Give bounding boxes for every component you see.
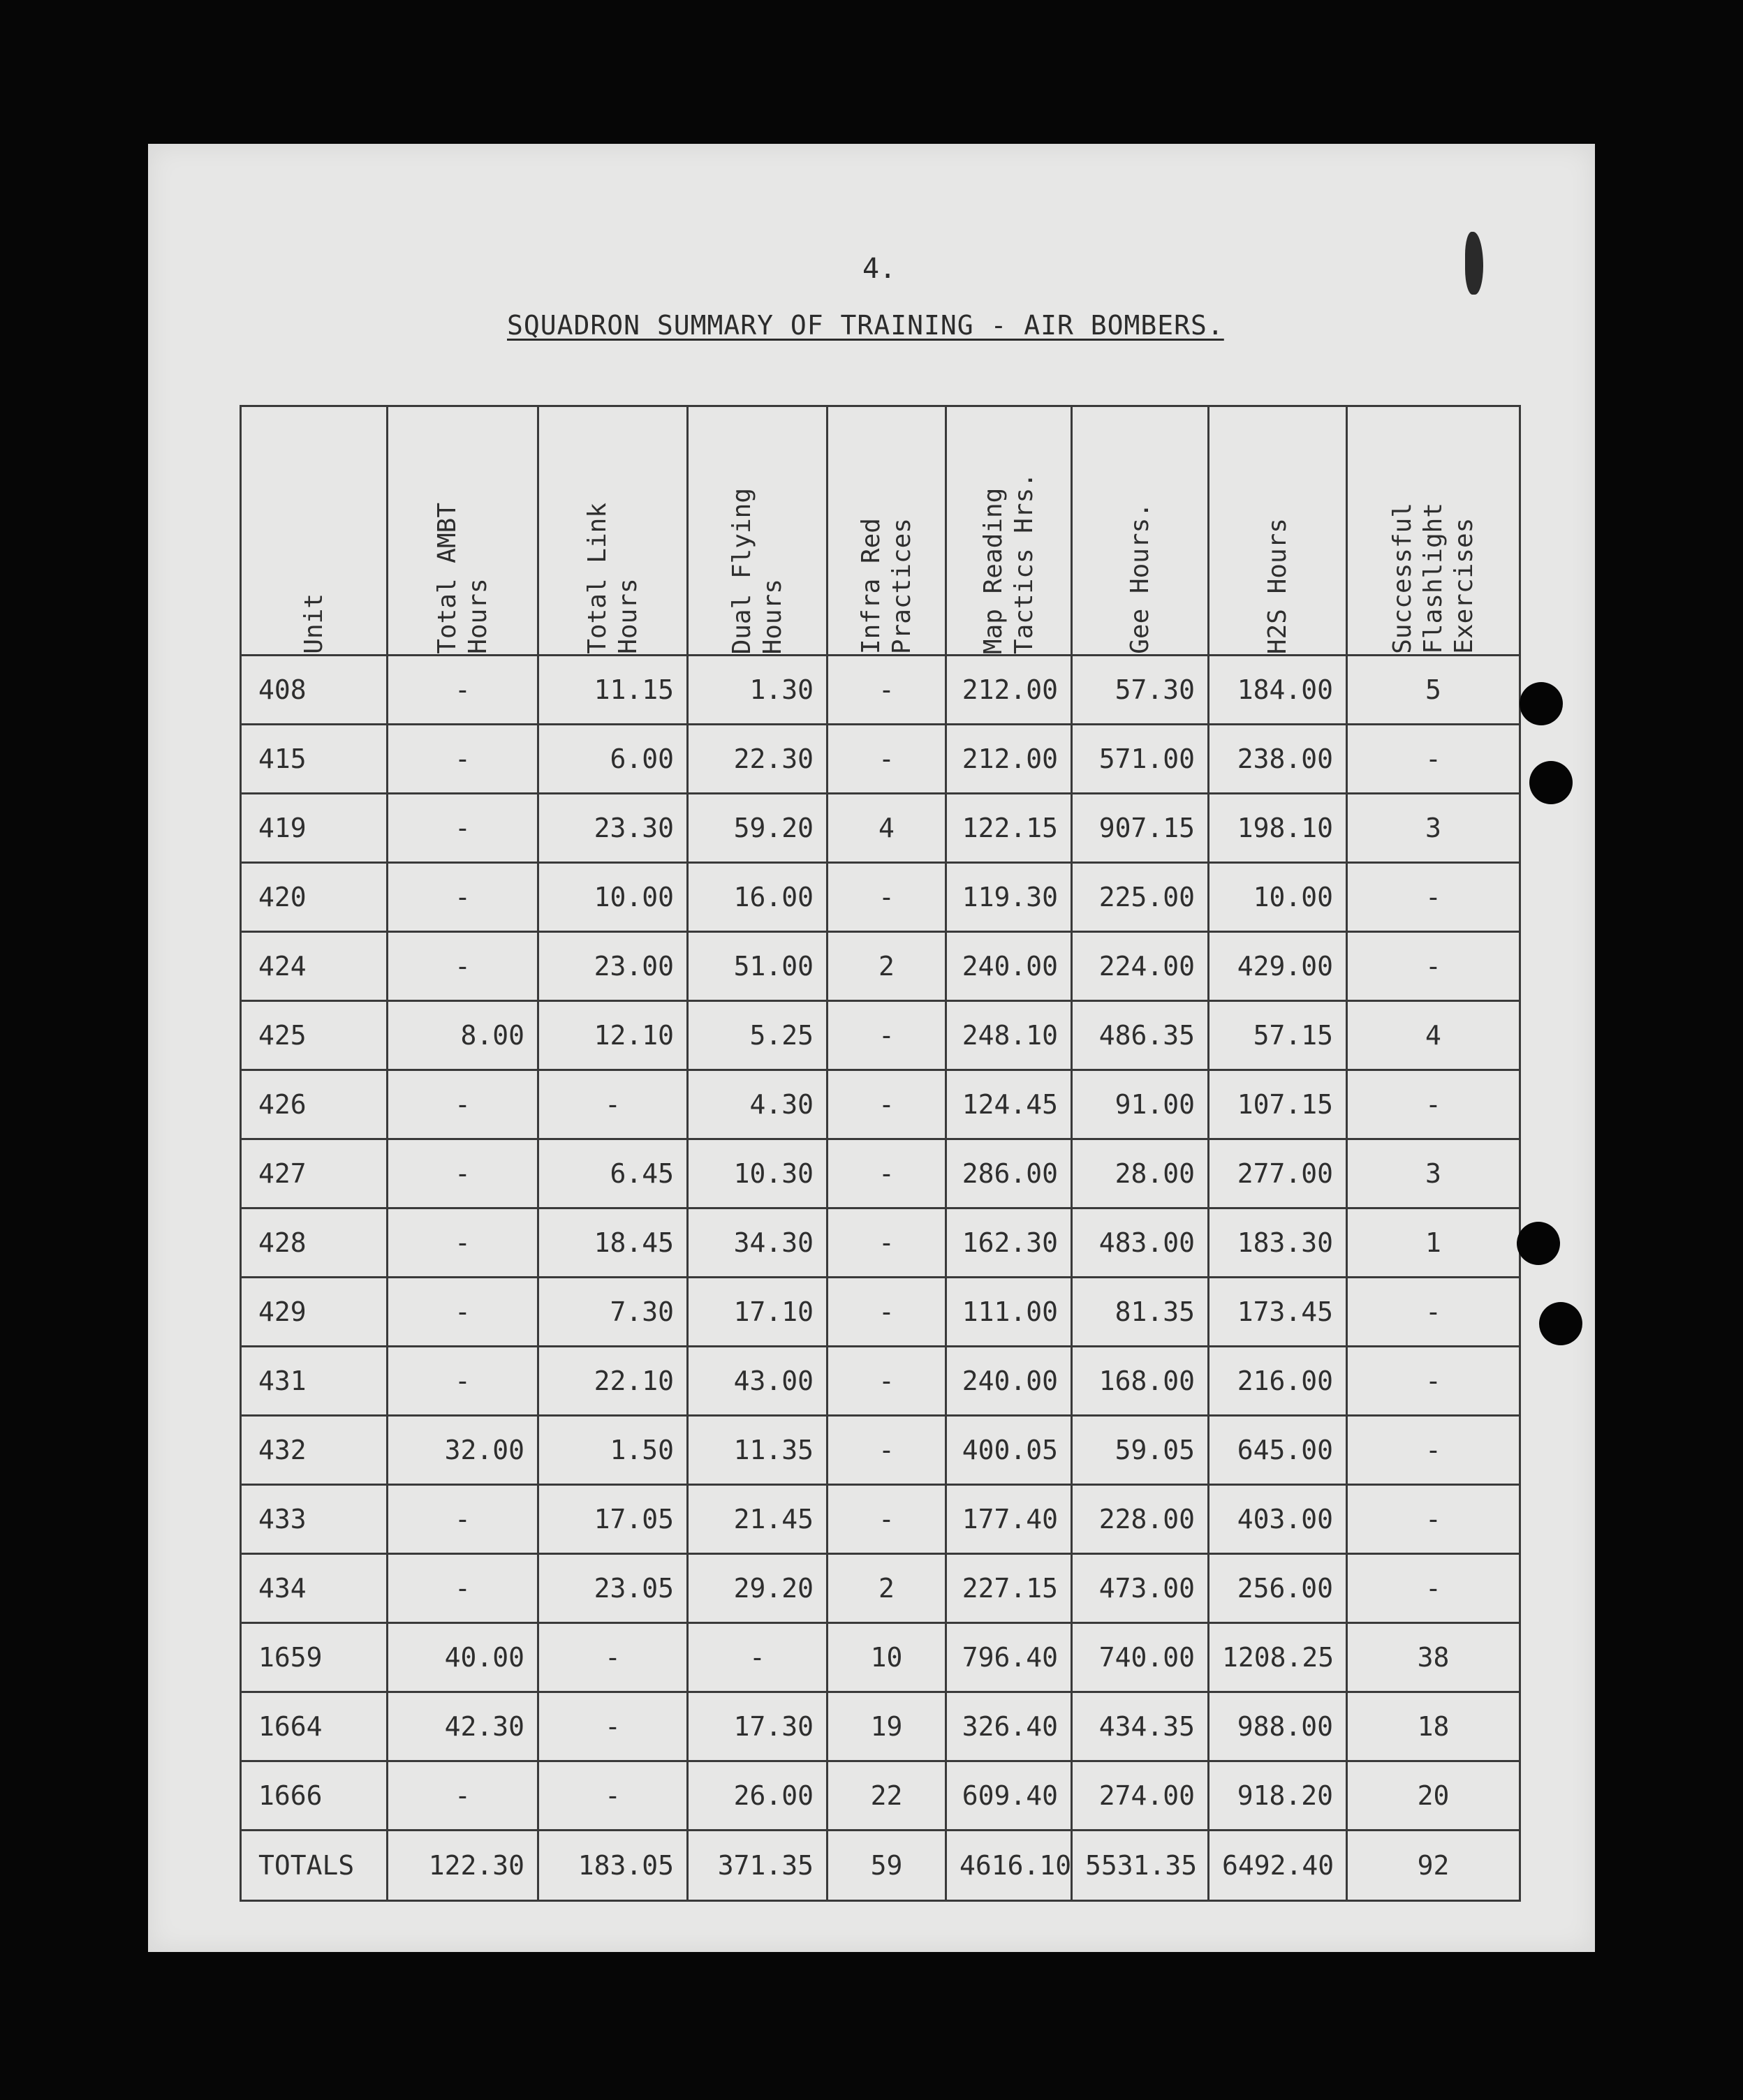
table-cell: 57.15 <box>1209 1001 1347 1070</box>
table-cell: 4 <box>828 794 946 863</box>
table-cell: 5.25 <box>688 1001 828 1070</box>
table-row <box>241 1001 1520 1070</box>
table-cell: - <box>1347 1485 1520 1554</box>
table-cell: 59 <box>828 1831 946 1901</box>
table-cell: 4.30 <box>688 1070 828 1139</box>
column-header-h2s-hours: H2S Hours <box>1209 406 1347 656</box>
table-cell: - <box>828 1139 946 1208</box>
table-cell: 124.45 <box>946 1070 1072 1139</box>
cell-unit: 426 <box>241 1070 388 1139</box>
table-cell: 18.45 <box>538 1208 688 1278</box>
table-cell: - <box>1347 1070 1520 1139</box>
table-row <box>241 1416 1520 1485</box>
table-row <box>241 932 1520 1001</box>
table-cell: 23.30 <box>538 794 688 863</box>
table-cell: - <box>388 1761 538 1831</box>
table-cell: - <box>538 1761 688 1831</box>
table-row <box>241 1554 1520 1623</box>
table-cell: - <box>388 1278 538 1347</box>
table-cell: 51.00 <box>688 932 828 1001</box>
table-cell: 403.00 <box>1209 1485 1347 1554</box>
table-cell: - <box>388 794 538 863</box>
table-cell: - <box>538 1692 688 1761</box>
table-cell: 4616.10 <box>946 1831 1072 1901</box>
table-cell: 21.45 <box>688 1485 828 1554</box>
table-cell: 473.00 <box>1072 1554 1209 1623</box>
table-cell: 12.10 <box>538 1001 688 1070</box>
table-row <box>241 863 1520 932</box>
table-cell: 183.05 <box>538 1831 688 1901</box>
table-cell: 256.00 <box>1209 1554 1347 1623</box>
table-cell: 212.00 <box>946 725 1072 794</box>
table-cell: 429.00 <box>1209 932 1347 1001</box>
table-cell: 17.05 <box>538 1485 688 1554</box>
table-cell: - <box>388 1208 538 1278</box>
table-cell: 38 <box>1347 1623 1520 1692</box>
table-cell: - <box>828 656 946 725</box>
column-header-gee-hours: Gee Hours. <box>1072 406 1209 656</box>
table-cell: - <box>1347 932 1520 1001</box>
table-cell: 91.00 <box>1072 1070 1209 1139</box>
table-cell: 5531.35 <box>1072 1831 1209 1901</box>
table-cell: 2 <box>828 932 946 1001</box>
table-cell: 18 <box>1347 1692 1520 1761</box>
table-cell: 111.00 <box>946 1278 1072 1347</box>
document-title: SQUADRON SUMMARY OF TRAINING - AIR BOMBERS. <box>507 310 1224 341</box>
table-cell: 6492.40 <box>1209 1831 1347 1901</box>
table-cell: - <box>828 1070 946 1139</box>
cell-unit: 432 <box>241 1416 388 1485</box>
table-cell: 434.35 <box>1072 1692 1209 1761</box>
header-row <box>241 406 1520 656</box>
table-cell: 1.30 <box>688 656 828 725</box>
table-row <box>241 794 1520 863</box>
cell-unit: 1659 <box>241 1623 388 1692</box>
table-cell: 17.10 <box>688 1278 828 1347</box>
table-cell: 248.10 <box>946 1001 1072 1070</box>
table-cell: 57.30 <box>1072 656 1209 725</box>
table-cell: 645.00 <box>1209 1416 1347 1485</box>
table-cell: 3 <box>1347 794 1520 863</box>
column-header-dual-flying-hours: Dual Flying Hours <box>688 406 828 656</box>
column-header-unit: Unit <box>241 406 388 656</box>
table-cell: 240.00 <box>946 932 1072 1001</box>
cell-unit: 424 <box>241 932 388 1001</box>
totals-row <box>241 1831 1520 1901</box>
table-cell: 212.00 <box>946 656 1072 725</box>
table-cell: 2 <box>828 1554 946 1623</box>
column-header-map-reading-hours: Map Reading Tactics Hrs. <box>946 406 1072 656</box>
table-cell: 183.30 <box>1209 1208 1347 1278</box>
table-cell: - <box>388 863 538 932</box>
table-cell: 40.00 <box>388 1623 538 1692</box>
cell-unit: 425 <box>241 1001 388 1070</box>
cell-unit: 429 <box>241 1278 388 1347</box>
table-cell: 32.00 <box>388 1416 538 1485</box>
cell-unit: 408 <box>241 656 388 725</box>
punch-hole <box>1520 682 1563 725</box>
cell-unit: 415 <box>241 725 388 794</box>
table-cell: 918.20 <box>1209 1761 1347 1831</box>
table-cell: 1 <box>1347 1208 1520 1278</box>
table-cell: 20 <box>1347 1761 1520 1831</box>
table-cell: 198.10 <box>1209 794 1347 863</box>
table-cell: 173.45 <box>1209 1278 1347 1347</box>
table-cell: - <box>828 1278 946 1347</box>
cell-unit: 1664 <box>241 1692 388 1761</box>
table-row <box>241 1070 1520 1139</box>
table-cell: - <box>388 656 538 725</box>
table-cell: 11.15 <box>538 656 688 725</box>
table-cell: 92 <box>1347 1831 1520 1901</box>
table-cell: - <box>538 1070 688 1139</box>
table-cell: 22.10 <box>538 1347 688 1416</box>
table-cell: 483.00 <box>1072 1208 1209 1278</box>
table-cell: 274.00 <box>1072 1761 1209 1831</box>
table-cell: 1208.25 <box>1209 1623 1347 1692</box>
table-cell: - <box>388 725 538 794</box>
table-cell: 17.30 <box>688 1692 828 1761</box>
table-cell: 6.00 <box>538 725 688 794</box>
table-cell: 26.00 <box>688 1761 828 1831</box>
table-row <box>241 1623 1520 1692</box>
table-cell: 10.00 <box>1209 863 1347 932</box>
table-row <box>241 1692 1520 1761</box>
table-row <box>241 1278 1520 1347</box>
table-cell: 22 <box>828 1761 946 1831</box>
cell-unit: 427 <box>241 1139 388 1208</box>
table-cell: 23.00 <box>538 932 688 1001</box>
table-cell: 225.00 <box>1072 863 1209 932</box>
table-cell: 740.00 <box>1072 1623 1209 1692</box>
table-cell: 8.00 <box>388 1001 538 1070</box>
column-header-link-hours: Total Link Hours <box>538 406 688 656</box>
table-cell: - <box>828 1001 946 1070</box>
table-cell: - <box>388 932 538 1001</box>
table-cell: - <box>828 1208 946 1278</box>
table-row <box>241 1761 1520 1831</box>
table-cell: 42.30 <box>388 1692 538 1761</box>
training-summary-table <box>240 405 1521 1902</box>
table-cell: - <box>828 863 946 932</box>
table-cell: - <box>1347 1416 1520 1485</box>
table-cell: - <box>828 1416 946 1485</box>
cell-unit: 428 <box>241 1208 388 1278</box>
table-cell: - <box>1347 1278 1520 1347</box>
table-cell: 571.00 <box>1072 725 1209 794</box>
cell-unit: 431 <box>241 1347 388 1416</box>
table-cell: 28.00 <box>1072 1139 1209 1208</box>
cell-unit: 433 <box>241 1485 388 1554</box>
table-row <box>241 1347 1520 1416</box>
table-cell: - <box>388 1554 538 1623</box>
table-cell: 988.00 <box>1209 1692 1347 1761</box>
column-header-ambt-hours: Total AMBT Hours <box>388 406 538 656</box>
table-cell: - <box>388 1347 538 1416</box>
table-cell: 1.50 <box>538 1416 688 1485</box>
table-cell: 10 <box>828 1623 946 1692</box>
table-cell: 3 <box>1347 1139 1520 1208</box>
table-cell: 16.00 <box>688 863 828 932</box>
table-cell: 486.35 <box>1072 1001 1209 1070</box>
table-cell: 81.35 <box>1072 1278 1209 1347</box>
table-cell: 10.30 <box>688 1139 828 1208</box>
table-cell: 29.20 <box>688 1554 828 1623</box>
table-cell: - <box>1347 725 1520 794</box>
table-cell: 796.40 <box>946 1623 1072 1692</box>
table-row <box>241 656 1520 725</box>
table-cell: 7.30 <box>538 1278 688 1347</box>
punch-hole <box>1529 761 1573 804</box>
table-cell: 11.35 <box>688 1416 828 1485</box>
table-cell: 6.45 <box>538 1139 688 1208</box>
table-row <box>241 1208 1520 1278</box>
table-cell: 10.00 <box>538 863 688 932</box>
table-row <box>241 725 1520 794</box>
cell-unit: 420 <box>241 863 388 932</box>
table-cell: 277.00 <box>1209 1139 1347 1208</box>
table-cell: 238.00 <box>1209 725 1347 794</box>
cell-unit: 434 <box>241 1554 388 1623</box>
page-number: 4. <box>862 253 897 285</box>
cell-unit: 1666 <box>241 1761 388 1831</box>
table-cell: - <box>388 1070 538 1139</box>
table-cell: 216.00 <box>1209 1347 1347 1416</box>
table-cell: 371.35 <box>688 1831 828 1901</box>
table-cell: 286.00 <box>946 1139 1072 1208</box>
column-header-infra-red-practices: Infra Red Practices <box>828 406 946 656</box>
punch-hole <box>1517 1222 1560 1265</box>
table-cell: 5 <box>1347 656 1520 725</box>
table-cell: - <box>1347 1554 1520 1623</box>
table-cell: 107.15 <box>1209 1070 1347 1139</box>
table-cell: 184.00 <box>1209 656 1347 725</box>
cell-unit: 419 <box>241 794 388 863</box>
table-cell: - <box>688 1623 828 1692</box>
table-cell: 228.00 <box>1072 1485 1209 1554</box>
table-cell: 162.30 <box>946 1208 1072 1278</box>
table-cell: - <box>1347 863 1520 932</box>
table-cell: 23.05 <box>538 1554 688 1623</box>
table-cell: - <box>1347 1347 1520 1416</box>
table-cell: - <box>388 1139 538 1208</box>
column-header-flashlight-exercises: Successful Flashlight Exercises <box>1347 406 1520 656</box>
punch-hole <box>1539 1302 1582 1345</box>
table-cell: 609.40 <box>946 1761 1072 1831</box>
cell-unit: TOTALS <box>241 1831 388 1901</box>
table-cell: - <box>828 1485 946 1554</box>
table-cell: 400.05 <box>946 1416 1072 1485</box>
table-row <box>241 1485 1520 1554</box>
table-cell: 43.00 <box>688 1347 828 1416</box>
table-cell: 240.00 <box>946 1347 1072 1416</box>
table-cell: 168.00 <box>1072 1347 1209 1416</box>
table-cell: - <box>388 1485 538 1554</box>
table-cell: 34.30 <box>688 1208 828 1278</box>
table-cell: 907.15 <box>1072 794 1209 863</box>
table-cell: 59.05 <box>1072 1416 1209 1485</box>
table-cell: 224.00 <box>1072 932 1209 1001</box>
table-cell: 22.30 <box>688 725 828 794</box>
table-cell: 227.15 <box>946 1554 1072 1623</box>
table-cell: 326.40 <box>946 1692 1072 1761</box>
table-cell: - <box>538 1623 688 1692</box>
table-cell: 4 <box>1347 1001 1520 1070</box>
table-cell: 122.15 <box>946 794 1072 863</box>
table-row <box>241 1139 1520 1208</box>
table-cell: 122.30 <box>388 1831 538 1901</box>
table-cell: - <box>828 1347 946 1416</box>
table-cell: 119.30 <box>946 863 1072 932</box>
table-cell: 177.40 <box>946 1485 1072 1554</box>
table-cell: 19 <box>828 1692 946 1761</box>
table-cell: 59.20 <box>688 794 828 863</box>
table-cell: - <box>828 725 946 794</box>
